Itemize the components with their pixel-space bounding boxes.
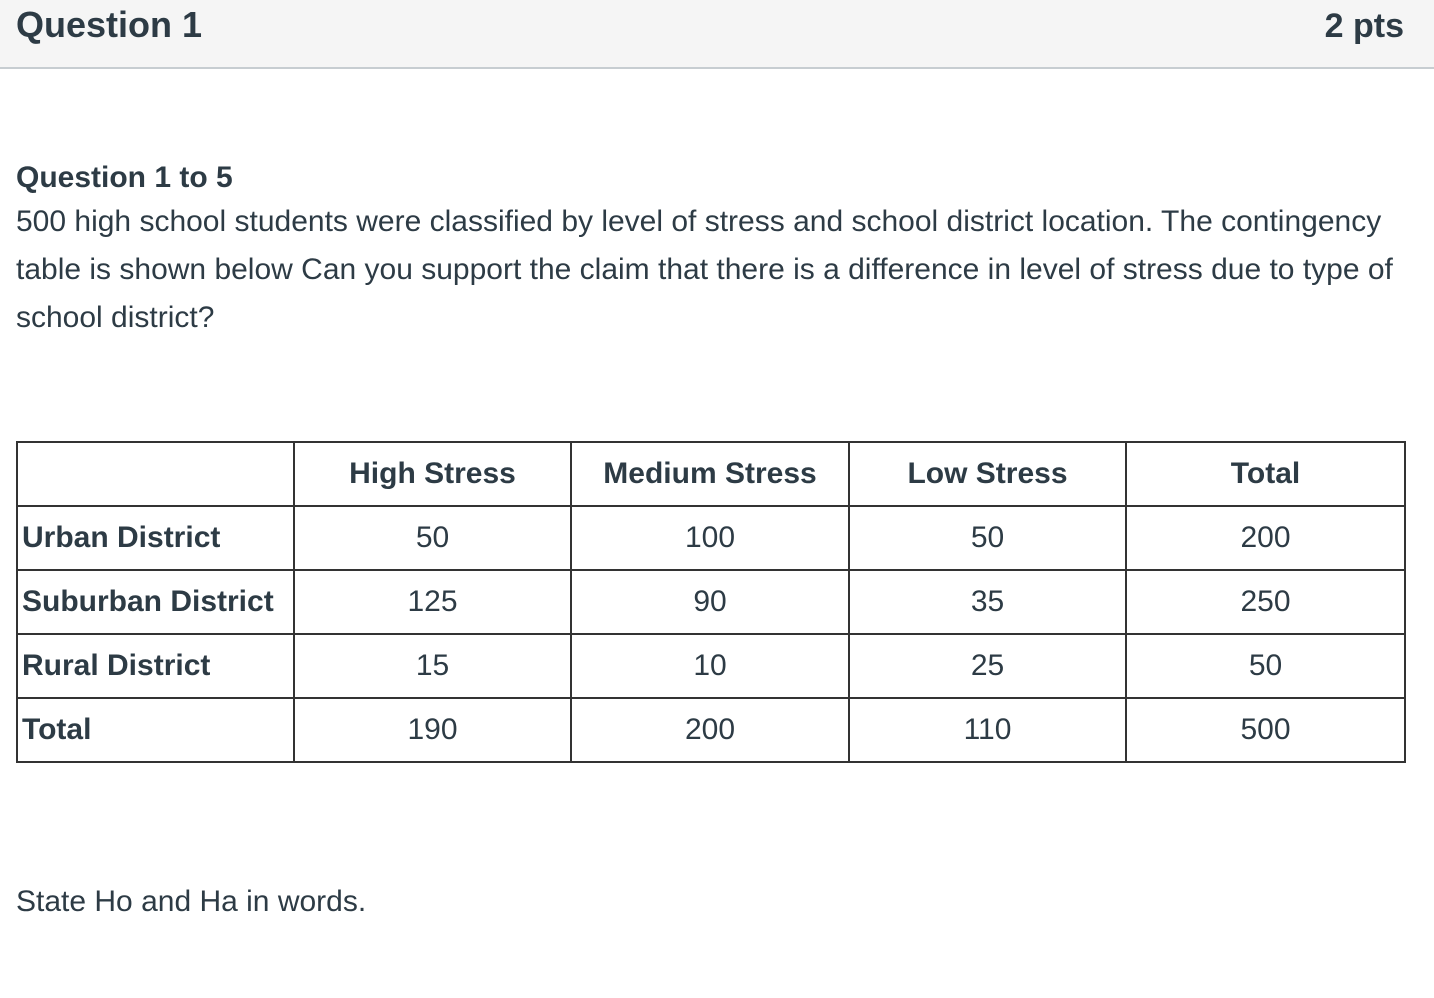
table-cell: 15 [294,634,571,698]
table-header-cell [17,442,294,506]
table-header-cell: Medium Stress [571,442,849,506]
table-cell: 90 [571,570,849,634]
table-cell: 100 [571,506,849,570]
table-cell: 50 [1126,634,1405,698]
question-content [16,158,1406,342]
question-prompt: 500 high school students were classified by level of stress and school district location. The contingency table is shown below Can you support the claim that there is a difference in level of stress due to type of school district? [16,205,1393,334]
row-label: Total [17,698,294,762]
row-label: Rural District [17,634,294,698]
table-header-cell: Total [1126,442,1405,506]
contingency-table [16,441,1406,763]
question-title: Question 1 [16,4,203,45]
table-cell: 110 [849,698,1126,762]
table-cell: 190 [294,698,571,762]
table-cell: 10 [571,634,849,698]
row-label: Urban District [17,506,294,570]
table-header-cell: High Stress [294,442,571,506]
table-cell: 250 [1126,570,1405,634]
answer-instruction: State Ho and Ha in words. [16,885,367,918]
row-label: Suburban District [17,570,294,634]
table-row [17,506,1405,570]
question-header [0,0,1434,69]
table-header-cell: Low Stress [849,442,1126,506]
table-cell: 125 [294,570,571,634]
table-cell: 50 [849,506,1126,570]
table-header-row [17,442,1405,506]
table-cell: 50 [294,506,571,570]
table-row [17,634,1405,698]
table-cell: 200 [1126,506,1405,570]
table-row-total [17,698,1405,762]
question-points: 2 pts [1324,7,1404,45]
question-subheading: Question 1 to 5 [16,161,233,194]
table-cell: 200 [571,698,849,762]
table-row [17,570,1405,634]
table-cell: 35 [849,570,1126,634]
table-cell: 25 [849,634,1126,698]
table-cell: 500 [1126,698,1405,762]
